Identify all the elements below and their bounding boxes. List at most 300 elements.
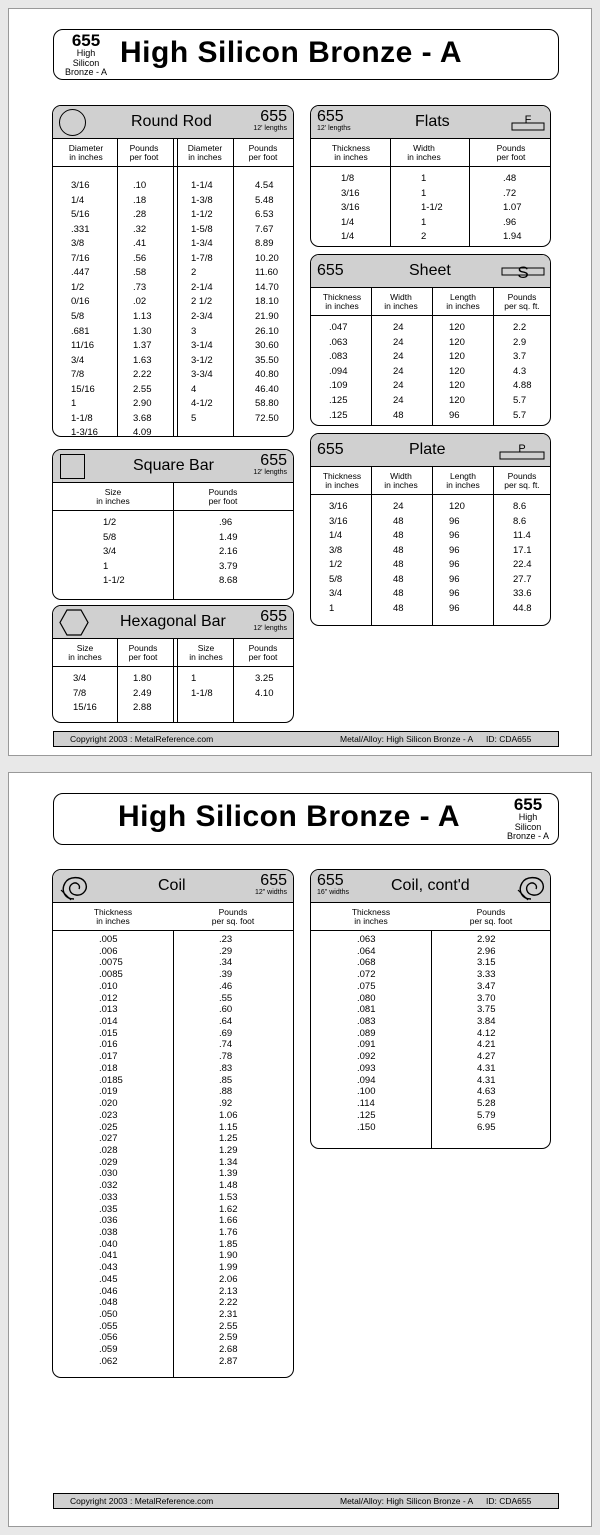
metal-alloy-text: Metal/Alloy: High Silicon Bronze - A: [340, 734, 474, 744]
table-cell: .60: [219, 1004, 233, 1016]
table-cell: 48: [393, 544, 404, 556]
page-header: [53, 793, 559, 845]
table-cell: .089: [357, 1027, 376, 1039]
column-header: Pounds per sq. foot: [211, 907, 255, 926]
table-cell: 46.40: [255, 383, 279, 395]
column-header: Size in inches: [96, 487, 130, 506]
table-cell: 33.6: [513, 588, 532, 599]
panel-title: Round Rod: [131, 113, 212, 130]
table-cell: 3/8: [71, 238, 85, 250]
page-footer: [53, 731, 559, 747]
table-cell: 3.47: [477, 980, 496, 992]
table-cell: 7/16: [71, 252, 90, 264]
table-cell: 1.49: [219, 531, 238, 543]
table-cell: 2.06: [219, 1273, 238, 1285]
table-cell: .013: [99, 1004, 118, 1016]
alloy-number: 655: [260, 608, 287, 625]
table-cell: .83: [219, 1062, 233, 1074]
table-cell: 24: [393, 395, 404, 406]
divider: [493, 288, 494, 425]
table-cell: .32: [133, 223, 147, 235]
page-title: High Silicon Bronze - A: [118, 800, 461, 833]
column-header: Diameter in inches: [187, 143, 223, 162]
table-cell: .74: [219, 1039, 233, 1051]
metal-alloy-text: Metal/Alloy: High Silicon Bronze - A: [340, 1496, 474, 1506]
table-cell: 18.10: [255, 296, 279, 308]
divider: [233, 639, 234, 722]
table-cell: .041: [99, 1250, 118, 1262]
table-cell: 1/2: [329, 559, 343, 570]
table-cell: .029: [99, 1156, 118, 1168]
column-header: Width in inches: [384, 471, 418, 490]
table-cell: 1.13: [133, 310, 152, 322]
table-cell: 24: [393, 380, 404, 392]
panel-title: Coil, cont'd: [391, 877, 470, 894]
table-cell: 96: [449, 559, 460, 570]
table-cell: .0185: [99, 1074, 123, 1086]
table-cell: 48: [393, 588, 404, 599]
table-cell: .068: [357, 957, 376, 969]
table-cell: 24: [393, 501, 404, 512]
divider: [311, 166, 550, 167]
table-cell: .109: [329, 380, 348, 392]
hexagon-icon: [58, 608, 90, 637]
column-header: Thickness in inches: [322, 292, 362, 311]
table-cell: 1.99: [219, 1262, 238, 1274]
coil-title-bar: [53, 870, 293, 903]
table-cell: 3.68: [133, 412, 152, 424]
table-cell: 1: [103, 560, 109, 572]
table-cell: 24: [393, 365, 404, 377]
divider: [177, 639, 178, 722]
table-cell: 2.31: [219, 1309, 238, 1321]
table-cell: 48: [393, 602, 404, 614]
table-cell: 3: [191, 325, 197, 337]
table-cell: .045: [99, 1273, 118, 1285]
table-cell: .019: [99, 1086, 118, 1098]
table-cell: 3.33: [477, 969, 496, 981]
alloy-number: 655: [260, 108, 287, 125]
table-cell: 8.6: [513, 501, 527, 512]
table-cell: 1.76: [219, 1227, 238, 1238]
table-cell: 4.12: [477, 1027, 496, 1039]
alloy-number: 655: [317, 441, 344, 458]
table-cell: 1/4: [329, 530, 343, 541]
table-cell: .046: [99, 1285, 118, 1297]
divider: [371, 288, 372, 425]
table-cell: 1/4: [71, 194, 85, 206]
hexagonal-bar-title-bar: [53, 606, 293, 639]
column-header: Pounds per foot: [129, 143, 159, 162]
table-cell: 5/8: [71, 310, 85, 322]
plate-title-bar: [311, 434, 550, 467]
table-cell: .55: [219, 992, 233, 1004]
column-header: Thickness in inches: [93, 907, 133, 926]
table-cell: 6.53: [255, 209, 274, 221]
table-cell: .018: [99, 1062, 118, 1074]
table-cell: .005: [99, 934, 118, 945]
table-cell: 1.66: [219, 1215, 238, 1227]
table-cell: 6.95: [477, 1121, 496, 1133]
table-cell: 1: [71, 398, 77, 410]
column-header: Width in inches: [407, 143, 441, 162]
length-note: 12' lengths: [253, 125, 287, 132]
table-cell: 1: [329, 602, 335, 614]
table-cell: .88: [219, 1086, 233, 1098]
divider: [432, 288, 433, 425]
table-cell: 4.3: [513, 365, 527, 377]
alloy-number: 655: [317, 262, 344, 279]
table-cell: .41: [133, 238, 147, 250]
table-cell: 1.30: [133, 325, 152, 337]
svg-text:P: P: [518, 443, 526, 455]
table-cell: 2.13: [219, 1285, 238, 1297]
table-cell: .033: [99, 1191, 118, 1203]
table-cell: 1/8: [341, 173, 355, 184]
table-cell: 10.20: [255, 252, 279, 264]
table-cell: 3/16: [329, 501, 348, 512]
table-cell: 96: [449, 515, 460, 527]
divider: [371, 467, 372, 625]
table-cell: 58.80: [255, 398, 279, 410]
divider: [117, 639, 118, 722]
table-cell: 1-3/4: [191, 238, 213, 250]
table-cell: 2-1/4: [191, 281, 213, 293]
table-cell: 3/4: [103, 546, 117, 558]
table-cell: 1.53: [219, 1191, 238, 1203]
table-cell: 1-1/8: [191, 687, 213, 699]
table-cell: .92: [219, 1098, 233, 1110]
svg-text:S: S: [517, 263, 529, 282]
table-cell: .017: [99, 1051, 118, 1063]
table-cell: 3/4: [329, 588, 343, 599]
table-cell: .063: [357, 934, 376, 945]
divider: [173, 139, 174, 436]
table-cell: .015: [99, 1027, 118, 1039]
table-cell: 4.10: [255, 687, 274, 699]
table-cell: 11.60: [255, 267, 279, 279]
table-cell: 1.29: [219, 1144, 238, 1156]
table-cell: 3/8: [329, 544, 343, 556]
column-header: Pounds per foot: [128, 643, 158, 662]
table-cell: .050: [99, 1309, 118, 1321]
table-cell: .083: [357, 1016, 376, 1028]
alloy-code: 655: [71, 31, 101, 50]
column-header: Pounds per sq. ft.: [504, 471, 540, 490]
table-cell: 2: [421, 231, 427, 243]
table-cell: 40.80: [255, 369, 279, 381]
copyright-text: Copyright 2003 : MetalReference.com: [70, 734, 214, 744]
table-cell: .016: [99, 1039, 118, 1051]
copyright-text: Copyright 2003 : MetalReference.com: [70, 1496, 214, 1506]
table-cell: 1.06: [219, 1109, 238, 1121]
table-cell: 2.55: [219, 1320, 238, 1332]
table-cell: .048: [99, 1297, 118, 1309]
table-cell: 2.68: [219, 1344, 238, 1356]
plate-icon: [499, 440, 545, 462]
table-cell: .46: [219, 980, 233, 992]
divider: [173, 639, 174, 722]
table-cell: .150: [357, 1121, 376, 1133]
coil-icon: [515, 872, 547, 902]
table-cell: 5/8: [103, 531, 117, 543]
table-cell: 5: [191, 412, 197, 424]
table-cell: 5/16: [71, 209, 90, 221]
table-cell: 3/16: [341, 202, 360, 214]
table-cell: 120: [449, 322, 465, 333]
table-cell: 1.80: [133, 673, 152, 684]
table-cell: 48: [393, 530, 404, 541]
table-cell: 3/4: [71, 354, 85, 366]
table-cell: .038: [99, 1227, 118, 1238]
table-cell: 1.15: [219, 1121, 238, 1133]
divider: [177, 139, 178, 436]
table-cell: .035: [99, 1203, 118, 1215]
table-cell: .059: [99, 1344, 118, 1356]
table-cell: .020: [99, 1098, 118, 1110]
table-cell: 2.2: [513, 322, 527, 333]
table-cell: .125: [357, 1109, 376, 1121]
table-cell: .036: [99, 1215, 118, 1227]
table-cell: .64: [219, 1016, 233, 1028]
table-cell: 1.94: [503, 231, 522, 243]
table-cell: .083: [329, 351, 348, 363]
table-cell: 1-3/16: [71, 427, 98, 437]
column-header: Thickness in inches: [351, 907, 391, 926]
table-cell: 120: [449, 365, 465, 377]
column-header: Pounds per foot: [496, 143, 526, 162]
table-cell: 1: [421, 187, 427, 199]
table-cell: 7/8: [71, 369, 85, 381]
table-cell: .331: [71, 223, 90, 235]
table-cell: .48: [503, 173, 517, 184]
table-cell: .030: [99, 1168, 118, 1180]
table-cell: 4.63: [477, 1086, 496, 1098]
table-cell: 2-3/4: [191, 310, 213, 322]
table-cell: .78: [219, 1051, 233, 1063]
table-cell: 30.60: [255, 340, 279, 352]
table-cell: .093: [357, 1062, 376, 1074]
table-cell: 2.16: [219, 546, 238, 558]
divider: [390, 139, 391, 246]
table-cell: 17.1: [513, 544, 532, 556]
table-cell: 1.34: [219, 1156, 238, 1168]
table-cell: 1-5/8: [191, 223, 213, 235]
divider: [432, 467, 433, 625]
table-cell: 3.84: [477, 1016, 496, 1028]
table-cell: 1-1/2: [421, 202, 443, 214]
column-header: Size in inches: [68, 643, 102, 662]
table-cell: 48: [393, 573, 404, 585]
table-cell: .040: [99, 1238, 118, 1250]
table-cell: 27.7: [513, 573, 532, 585]
table-cell: 35.50: [255, 354, 279, 366]
table-cell: 1.07: [503, 202, 522, 214]
table-cell: 24: [393, 351, 404, 363]
table-cell: 24: [393, 322, 404, 333]
table-cell: 3-3/4: [191, 369, 213, 381]
round-rod-panel: [52, 105, 294, 437]
table-cell: .18: [133, 194, 147, 206]
width-note: 12" widths: [254, 889, 287, 896]
table-cell: 2.22: [133, 369, 152, 381]
alloy-number: 655: [260, 452, 287, 469]
divider: [493, 467, 494, 625]
square-bar-title-bar: [53, 450, 293, 483]
table-cell: 4.31: [477, 1062, 496, 1074]
table-cell: .73: [133, 281, 147, 293]
table-cell: .014: [99, 1016, 118, 1028]
table-cell: 2.96: [477, 945, 496, 957]
table-cell: 4.54: [255, 180, 274, 191]
table-cell: 2.88: [133, 702, 152, 714]
panel-title: Sheet: [409, 262, 451, 279]
table-cell: .012: [99, 992, 118, 1004]
column-header: Length in inches: [446, 292, 480, 311]
hexagonal-bar-panel: [52, 605, 294, 723]
table-cell: 4-1/2: [191, 398, 213, 410]
table-cell: 44.8: [513, 602, 532, 614]
table-cell: .69: [219, 1027, 233, 1039]
table-cell: 96: [449, 573, 460, 585]
table-cell: 21.90: [255, 310, 279, 322]
alloy-id-text: ID: CDA655: [486, 1496, 532, 1506]
alloy-number: 655: [317, 872, 344, 889]
table-cell: 1-1/2: [191, 209, 213, 221]
table-cell: 2: [191, 267, 197, 279]
flats-title-bar: [311, 106, 550, 139]
table-cell: 4.09: [133, 427, 152, 437]
table-cell: 3-1/4: [191, 340, 213, 352]
table-cell: 120: [449, 351, 465, 363]
svg-text:F: F: [524, 114, 532, 126]
alloy-code-caption: High Silicon Bronze - A: [506, 812, 550, 841]
table-cell: .062: [99, 1355, 118, 1367]
coil-contd-title-bar: [311, 870, 550, 903]
length-note: 12' lengths: [317, 125, 351, 132]
table-cell: .96: [503, 216, 517, 228]
table-cell: 3/16: [71, 180, 90, 191]
page-footer: [53, 1493, 559, 1509]
divider: [173, 483, 174, 599]
table-cell: 4.21: [477, 1039, 496, 1051]
table-cell: 3-1/2: [191, 354, 213, 366]
table-cell: 1-1/4: [191, 180, 213, 191]
table-cell: .043: [99, 1262, 118, 1274]
divider: [469, 139, 470, 246]
table-cell: .96: [219, 517, 233, 528]
table-cell: 96: [449, 544, 460, 556]
table-cell: .027: [99, 1133, 118, 1145]
table-cell: 5/8: [329, 573, 343, 585]
table-cell: .34: [219, 957, 233, 969]
table-cell: .023: [99, 1109, 118, 1121]
panel-title: Plate: [409, 441, 446, 458]
table-cell: 120: [449, 395, 465, 406]
table-cell: .125: [329, 409, 348, 421]
divider: [117, 139, 118, 436]
table-cell: 1-1/2: [103, 575, 125, 587]
divider: [311, 494, 550, 495]
panel-title: Flats: [415, 113, 450, 130]
table-cell: 7/8: [73, 687, 87, 699]
sheet-icon: [501, 261, 545, 283]
column-header: Thickness in inches: [331, 143, 371, 162]
column-header: Pounds per foot: [248, 643, 278, 662]
table-cell: .72: [503, 187, 517, 199]
divider: [173, 930, 174, 1377]
sheet-title-bar: [311, 255, 550, 288]
table-cell: .29: [219, 945, 233, 957]
table-cell: .02: [133, 296, 147, 308]
table-cell: 24: [393, 336, 404, 348]
table-cell: .056: [99, 1332, 118, 1344]
table-cell: 2.22: [219, 1297, 238, 1309]
alloy-number: 655: [260, 872, 287, 889]
table-cell: 1/4: [341, 216, 355, 228]
table-cell: .063: [329, 336, 348, 348]
page-one: [8, 8, 592, 756]
table-cell: .10: [133, 180, 147, 191]
table-cell: 3.75: [477, 1004, 496, 1016]
alloy-number: 655: [317, 108, 344, 125]
flat-bar-icon: [511, 114, 545, 132]
table-cell: .006: [99, 945, 118, 957]
table-cell: 3/16: [341, 187, 360, 199]
table-cell: .028: [99, 1144, 118, 1156]
table-cell: .064: [357, 945, 376, 957]
table-cell: .032: [99, 1180, 118, 1192]
table-cell: 1.25: [219, 1133, 238, 1145]
table-cell: 1.90: [219, 1250, 238, 1262]
table-cell: 1.39: [219, 1168, 238, 1180]
table-cell: 3.70: [477, 992, 496, 1004]
table-cell: 1/2: [71, 281, 85, 293]
column-header: Size in inches: [189, 643, 223, 662]
table-cell: 1/2: [103, 517, 117, 528]
table-cell: .080: [357, 992, 376, 1004]
table-cell: .58: [133, 267, 147, 279]
table-cell: 120: [449, 501, 465, 512]
table-cell: 1-1/8: [71, 412, 93, 424]
table-cell: 7.67: [255, 223, 274, 235]
column-header: Pounds per sq. foot: [469, 907, 513, 926]
table-cell: 3.25: [255, 673, 274, 684]
table-cell: 15/16: [73, 702, 97, 714]
table-cell: 120: [449, 336, 465, 348]
table-cell: .075: [357, 980, 376, 992]
alloy-id-text: ID: CDA655: [486, 734, 532, 744]
table-cell: 14.70: [255, 281, 279, 293]
table-cell: 3/16: [329, 515, 348, 527]
length-note: 12' lengths: [253, 625, 287, 632]
panel-title: Square Bar: [133, 457, 214, 474]
table-cell: 5.28: [477, 1098, 496, 1110]
coil-contd-panel: [310, 869, 551, 1149]
alloy-code-caption: High Silicon Bronze - A: [64, 48, 108, 77]
table-cell: 3.15: [477, 957, 496, 969]
table-cell: .125: [329, 395, 348, 406]
table-cell: 1-7/8: [191, 252, 213, 264]
table-cell: 5.7: [513, 395, 527, 406]
table-cell: .56: [133, 252, 147, 264]
table-cell: 1.62: [219, 1203, 238, 1215]
divider: [431, 930, 432, 1148]
table-cell: .447: [71, 267, 90, 279]
table-cell: 11/16: [71, 340, 95, 352]
table-cell: 96: [449, 602, 460, 614]
table-cell: 48: [393, 515, 404, 527]
